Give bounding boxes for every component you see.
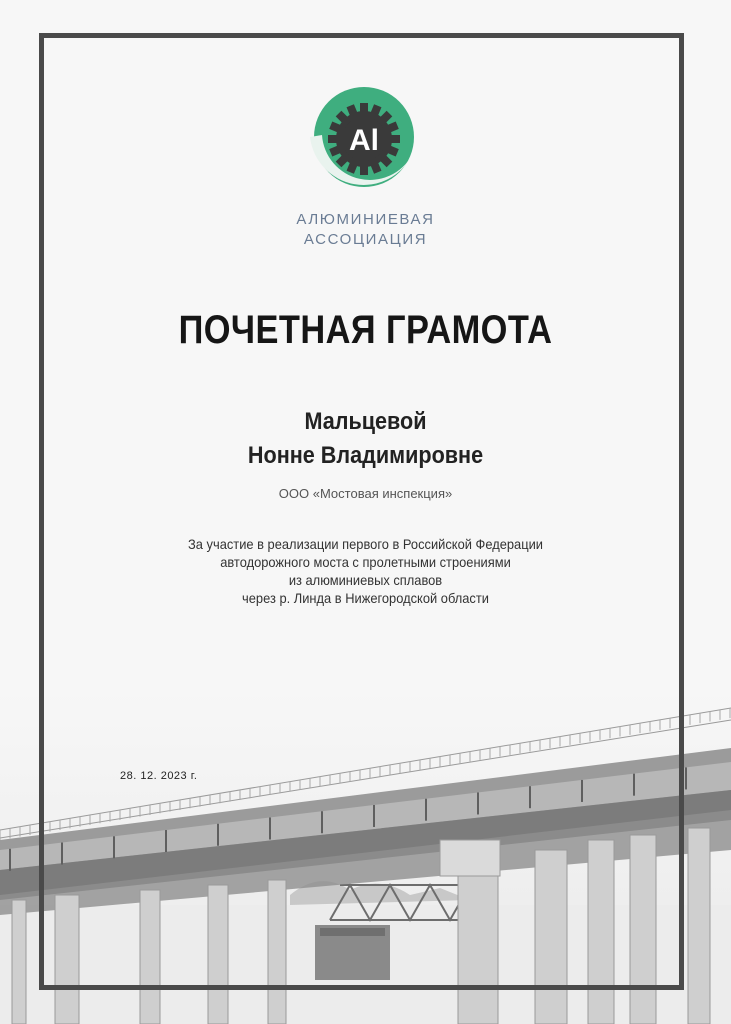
logo-mark-text: Al bbox=[349, 124, 379, 157]
reason-line: из алюминиевых сплавов bbox=[288, 572, 443, 588]
recipient-given-names: Нонне Владимировне bbox=[247, 442, 484, 469]
recipient-surname: Мальцевой bbox=[304, 408, 427, 435]
certificate-border bbox=[39, 33, 684, 990]
issue-date: 28. 12. 2023 г. bbox=[120, 770, 198, 782]
organization-name: ООО «Мостовая инспекция» bbox=[278, 486, 453, 501]
certificate-title: ПОЧЕТНАЯ ГРАМОТА bbox=[178, 308, 553, 352]
association-name-line1: АЛЮМИНИЕВАЯ bbox=[296, 211, 435, 228]
association-name-line2: АССОЦИАЦИЯ bbox=[303, 231, 428, 248]
reason-line: через р. Линда в Нижегородской области bbox=[242, 590, 489, 606]
reason-line: автодорожного моста с пролетными строениями bbox=[220, 554, 511, 570]
reason-line: За участие в реализации первого в Российской Федерации bbox=[188, 536, 543, 552]
